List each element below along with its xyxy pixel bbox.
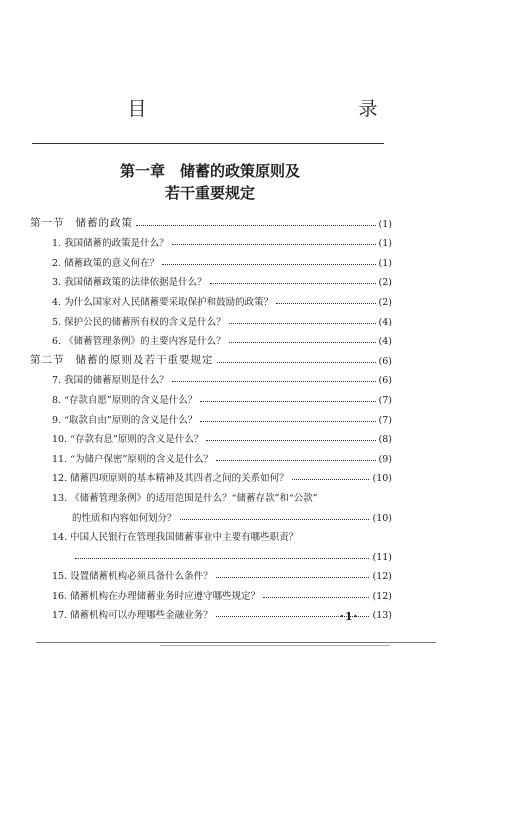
toc-page-number: (6) xyxy=(378,375,392,387)
toc-entry-number: 17. xyxy=(52,610,68,622)
toc-entry xyxy=(30,249,392,269)
toc-page-number: (11) xyxy=(372,551,392,563)
toc-entry xyxy=(30,563,392,583)
toc-entry xyxy=(30,426,392,446)
dot-leader xyxy=(217,362,376,363)
toc-page-number: (10) xyxy=(372,512,392,524)
toc-entry xyxy=(30,406,392,426)
toc-entry-text: 保护公民的储蓄所有权的含义是什么？ xyxy=(64,316,226,328)
toc-entry-text: “为储户保密”原则的含义是什么？ xyxy=(70,453,213,465)
toc-entry-text: 储蓄机构在办理储蓄业务时应遵守哪些规定？ xyxy=(70,590,261,602)
dot-leader xyxy=(75,558,369,559)
dot-leader xyxy=(200,401,375,402)
toc-page-number: (4) xyxy=(378,336,392,348)
toc-page-number: (6) xyxy=(378,355,392,367)
chapter-heading-line1: 第一章 储蓄的政策原则及 xyxy=(119,162,300,180)
dot-leader xyxy=(180,519,370,520)
toc-page-number: (10) xyxy=(372,473,392,485)
toc-entry-number: 8. xyxy=(52,394,62,406)
toc-entry-text: 我国储蓄的政策是什么？ xyxy=(64,238,169,250)
bottom-rule-secondary xyxy=(160,645,390,646)
dot-leader xyxy=(172,244,376,245)
toc-page-number: (1) xyxy=(378,238,392,250)
bottom-rule xyxy=(36,642,436,643)
toc-entry-text: 我国储蓄政策的法律依据是什么？ xyxy=(64,277,207,289)
dot-leader xyxy=(216,460,376,461)
toc-entry xyxy=(30,445,392,465)
toc-entry-number: 1. xyxy=(52,238,62,250)
toc-section xyxy=(30,347,392,367)
toc-page-number: (2) xyxy=(378,277,392,289)
toc-page-number: (12) xyxy=(372,590,392,602)
toc-page-number: (1) xyxy=(378,257,392,269)
toc-entry-number: 15. xyxy=(52,571,68,583)
chapter-heading-line2: 若干重要规定 xyxy=(164,184,255,202)
dot-leader xyxy=(276,303,375,304)
toc-entry-number: 14. xyxy=(52,532,68,544)
dot-leader xyxy=(229,323,376,324)
toc-page-number: (2) xyxy=(378,296,392,308)
page-title: 目 录 xyxy=(127,98,436,120)
dot-leader xyxy=(263,597,369,598)
toc-entry-text: 《储蓄管理条例》的适用范围是什么？“储蓄存款”和“公款” xyxy=(70,492,318,504)
toc-entry-text: 储蓄机构可以办理哪些金融业务？ xyxy=(70,610,213,622)
toc-entry xyxy=(30,484,392,504)
toc-entry-text: 《储蓄管理条例》的主要内容是什么？ xyxy=(64,336,226,348)
toc-entry-number: 12. xyxy=(52,473,68,485)
toc-entry xyxy=(30,230,392,250)
toc-entry-text: 设置储蓄机构必须具备什么条件？ xyxy=(70,571,213,583)
toc-entry-number: 9. xyxy=(52,414,62,426)
toc-entry-number: 7. xyxy=(52,375,62,387)
toc-page-number: (7) xyxy=(378,414,392,426)
toc-entry-continuation xyxy=(30,504,392,524)
toc-entry-number: 4. xyxy=(52,296,62,308)
dot-leader xyxy=(210,283,376,284)
toc-entry-text: 的性质和内容如何划分？ xyxy=(72,512,177,524)
toc-entry-text: “存款有息”原则的含义是什么？ xyxy=(70,434,204,446)
dot-leader xyxy=(200,421,375,422)
toc-entry-number: 6. xyxy=(52,336,62,348)
dot-leader xyxy=(229,342,376,343)
toc-section xyxy=(30,210,392,230)
title-divider xyxy=(32,143,384,144)
toc-entry xyxy=(30,288,392,308)
dot-leader xyxy=(216,577,370,578)
toc-entry xyxy=(30,524,392,544)
toc-entry xyxy=(30,328,392,348)
dot-leader xyxy=(162,264,375,265)
toc-entry xyxy=(30,465,392,485)
toc-page-number: (4) xyxy=(378,316,392,328)
toc-entry-number: 第一节 xyxy=(30,216,65,229)
dot-leader xyxy=(172,381,376,382)
toc-entry xyxy=(30,269,392,289)
toc-entry xyxy=(30,367,392,387)
toc-entry xyxy=(30,602,392,622)
dot-leader xyxy=(206,440,375,441)
toc-entry-number: 5. xyxy=(52,316,62,328)
toc-entry-text: 储蓄四项原则的基本精神及其四者之间的关系如何？ xyxy=(70,473,289,485)
toc-entry-text: “取款自由”原则的含义是什么？ xyxy=(64,414,198,426)
toc-entry-text: 储蓄政策的意义何在？ xyxy=(64,257,160,269)
toc-entry-text: 中国人民银行在管理我国储蓄事业中主要有哪些职责？ xyxy=(70,532,299,544)
toc-entry-number: 11. xyxy=(52,453,68,465)
toc-entry-number: 3. xyxy=(52,277,62,289)
toc-entry-text: 储蓄的政策 xyxy=(75,216,133,229)
toc-page-number: (12) xyxy=(372,571,392,583)
page-number: ·1· xyxy=(340,610,359,623)
toc-entry-number: 16. xyxy=(52,590,68,602)
toc-entry-text: 储蓄的原则及若干重要规定 xyxy=(75,353,214,366)
toc-entry-number: 10. xyxy=(52,434,68,446)
toc-entry-text: 为什么国家对人民储蓄要采取保护和鼓励的政策？ xyxy=(64,296,274,308)
toc-entry-number: 第二节 xyxy=(30,353,65,366)
toc-page-number: (13) xyxy=(372,610,392,622)
toc-entry xyxy=(30,308,392,328)
toc-entry-continuation xyxy=(30,543,392,563)
toc-entry xyxy=(30,582,392,602)
toc-page-number: (7) xyxy=(378,394,392,406)
chapter-heading xyxy=(0,160,420,204)
toc-page-number: (1) xyxy=(378,218,392,230)
table-of-contents xyxy=(30,210,392,621)
toc-entry-text: 我国的储蓄原则是什么？ xyxy=(64,375,169,387)
dot-leader xyxy=(292,479,370,480)
toc-entry-number: 2. xyxy=(52,257,62,269)
toc-page-number: (9) xyxy=(378,453,392,465)
dot-leader xyxy=(136,225,376,226)
toc-entry-number: 13. xyxy=(52,492,68,504)
toc-entry-text: “存款自愿”原则的含义是什么？ xyxy=(64,394,198,406)
toc-page-number: (8) xyxy=(378,434,392,446)
toc-entry xyxy=(30,386,392,406)
